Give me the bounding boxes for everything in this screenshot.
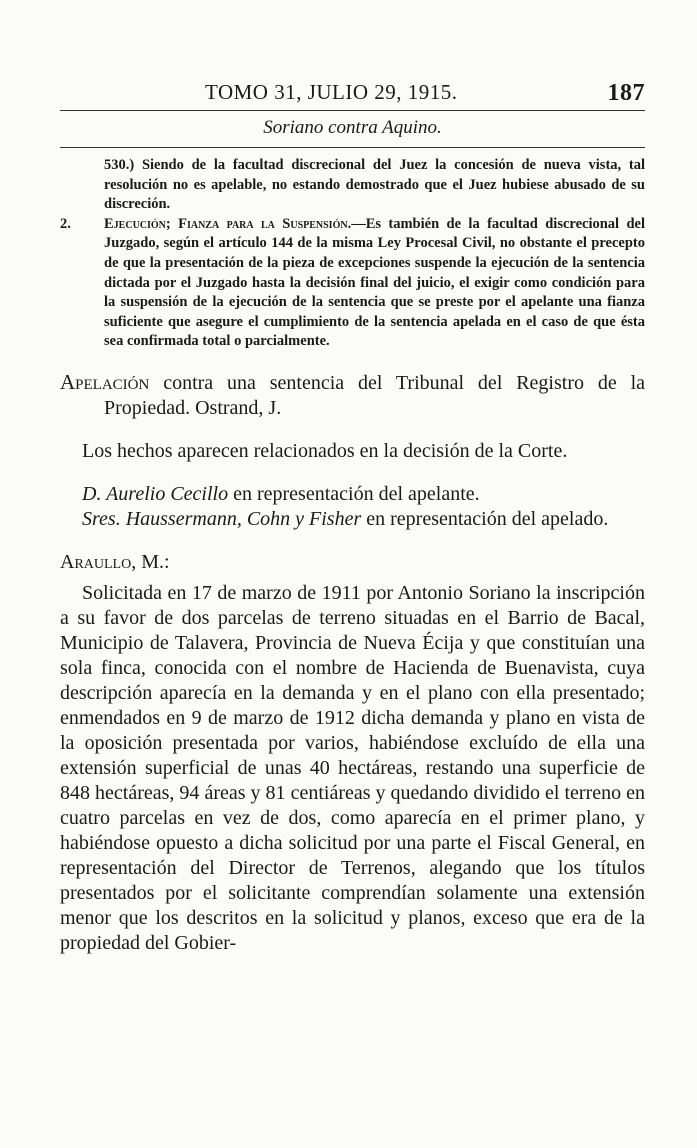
subtitle-rule [60, 147, 645, 148]
counsel-appellant [60, 482, 645, 507]
opinion-author: Araullo, M.: [60, 550, 170, 573]
appellee-counsel-role: en representación del apelado. [366, 507, 609, 530]
appellee-counsel-name: Sres. Haussermann, Cohn y Fisher [82, 507, 362, 530]
appeal-judge-suffix: , J. [258, 396, 282, 419]
appeal-first-word: Apelación [60, 369, 150, 394]
page-number: 187 [607, 80, 645, 106]
syllabus-item-title: Ejecución; Fianza para la Suspensión. [104, 215, 352, 232]
counsel-appellee [60, 507, 645, 532]
appellant-counsel-role: en representación del apelante. [233, 482, 480, 505]
appellant-counsel-name: D. Aurelio Cecillo [82, 482, 229, 505]
running-title: TOMO 31, JULIO 29, 1915. [205, 80, 458, 104]
syllabus-item-text: —Es también de la facultad discrecional del Juzgado, según el artículo 144 de la misma Ley Procesal Civil, no obstante el precepto de que la presentación de la pieza de excepciones suspende la ejecución de la sentencia dictada por el Juzgado hasta la decisión final del juicio, el exigir como condición para la suspensión de la ejecución de la sentencia que se preste por el apelante una fianza suficiente que asegure el cumplimiento de la sentencia apelada en el caso de que ésta sea confirmada total o parcialmente. [104, 215, 645, 350]
syllabus-item-number: 2. [60, 215, 71, 232]
appeal-judge: Ostrand [195, 396, 259, 419]
page-header [60, 70, 645, 110]
document-page [60, 70, 645, 956]
body-text [60, 370, 645, 956]
syllabus-continuation: 530.) Siendo de la facultad discrecional del Juez la concesión de nueva vista, tal resolución no es apelable, no estando demostrado que el Juez hubiese abusado de su discreción. [104, 157, 645, 213]
case-title: Soriano contra Aquino. [263, 117, 442, 138]
syllabus-item [60, 215, 645, 352]
appeal-line [60, 370, 645, 421]
opinion-paragraph: Solicitada en 17 de marzo de 1911 por Antonio Soriano la inscripción a su favor de dos parcelas de terreno situadas en el Barrio de Bacal, Municipio de Talavera, Provincia de Nueva Écija y que constituían una sola finca, conocida con el nombre de Hacienda de Buenavista, cuya descripción aparecía en la demanda y en el plano con ella presentado; enmendados en 9 de marzo de 1912 dicha demanda y plano en vista de la oposición presentada por varios, habiéndose excluído de ella una extensión superficial de unas 40 hectáreas, restando una superficie de 848 hectáreas, 94 áreas y 81 centiáreas y quedando dividido el terreno en cuatro parcelas en vez de dos, como aparecía en el primer plano, y habiéndose opuesto a dicha solicitud por una parte el Fiscal General, en representación del Director de Terrenos, alegando que los títulos presentados por el solicitante comprendían solamente una extensión menor que los descritos en la solicitud y planos, exceso que era de la propiedad del Gobier- [60, 581, 645, 954]
syllabus [60, 156, 645, 352]
header-rule [60, 110, 645, 111]
appeal-description: contra una sentencia del Tribunal del Registro de la Propiedad. [104, 371, 646, 419]
facts-paragraph: Los hechos aparecen relacionados en la decisión de la Corte. [82, 439, 568, 462]
